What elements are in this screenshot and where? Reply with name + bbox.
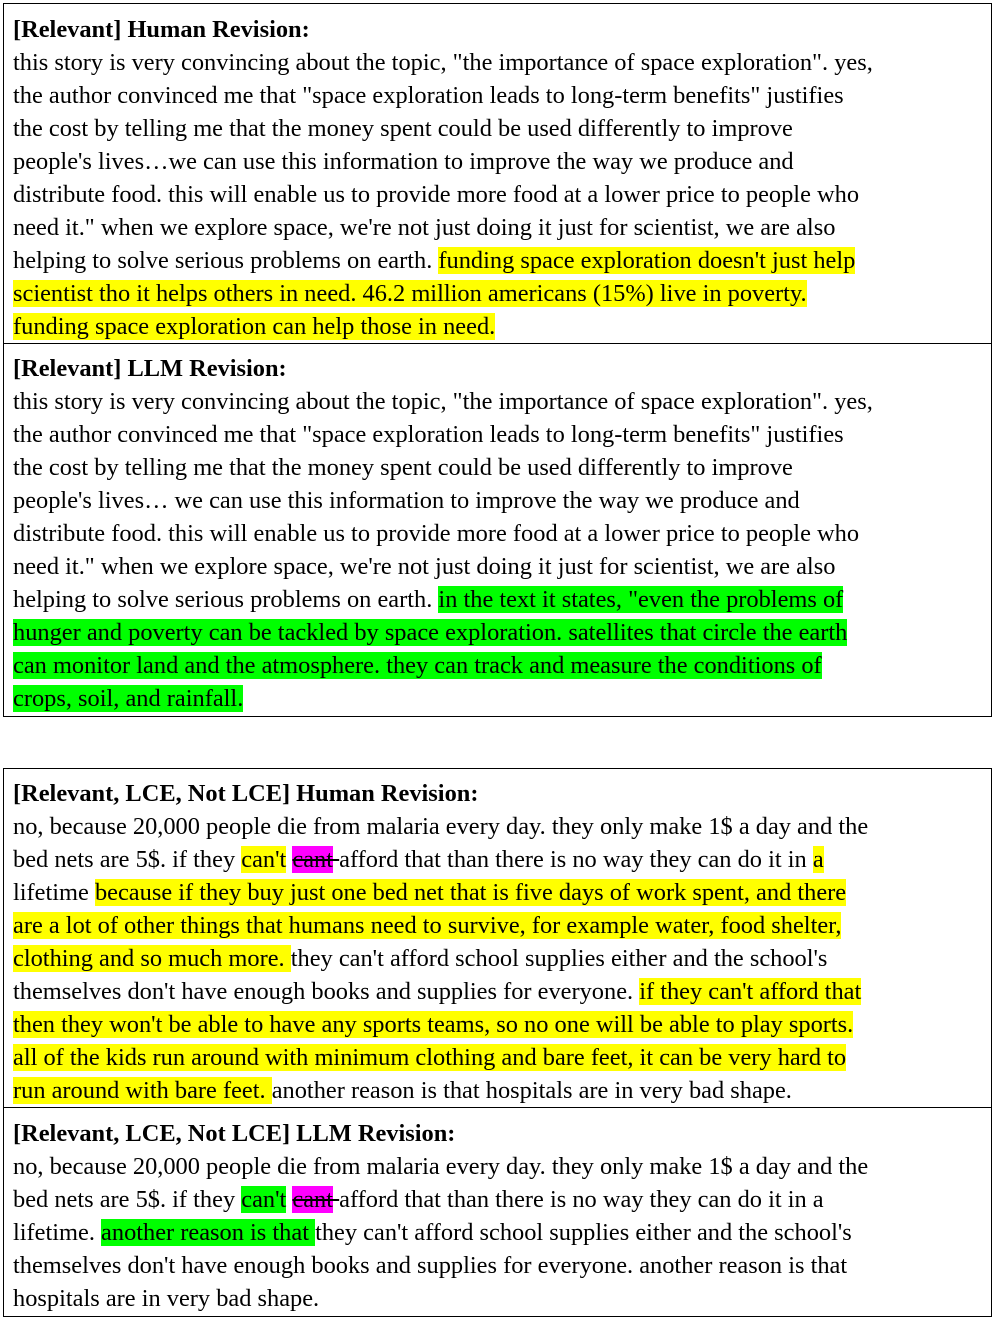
text-segment: another reason is that hospitals are in very bad shape. xyxy=(271,1077,792,1104)
yellow-highlight: a xyxy=(812,846,824,873)
text-segment: helping to solve serious problems on earth. xyxy=(13,247,439,274)
text-line xyxy=(13,112,983,145)
text-segment: people's lives…we can use this information to improve the way we produce and xyxy=(13,148,794,175)
revision-text xyxy=(13,385,983,715)
text-line xyxy=(13,79,983,112)
yellow-highlight: scientist tho it helps others in need. 46.2 million americans (15%) live in poverty. xyxy=(13,280,807,307)
revision-comparison-panel-2 xyxy=(3,768,992,1317)
text-line xyxy=(13,385,983,418)
revision-text xyxy=(13,46,983,343)
section-divider xyxy=(4,1107,991,1108)
yellow-highlight: clothing and so much more. xyxy=(13,945,291,972)
yellow-highlight: are a lot of other things that humans need to survive, for example water, food shelter, xyxy=(13,912,842,939)
text-segment: afford that than there is no way they can do it in xyxy=(339,846,813,873)
section-heading: [Relevant, LCE, Not LCE] LLM Revision: xyxy=(13,1120,456,1147)
text-line xyxy=(13,616,983,649)
text-line xyxy=(13,876,983,909)
text-line xyxy=(13,145,983,178)
text-segment: hospitals are in very bad shape. xyxy=(13,1285,320,1312)
text-segment: people's lives… we can use this information to improve the way we produce and xyxy=(13,487,800,514)
text-line xyxy=(13,942,983,975)
llm-revision-section xyxy=(13,352,983,715)
human-revision-section xyxy=(13,13,983,343)
green-highlight: in the text it states, "even the problems of xyxy=(438,586,844,613)
text-line xyxy=(13,451,983,484)
text-line xyxy=(13,975,983,1008)
text-segment: this story is very convincing about the topic, "the importance of space exploration". yes, xyxy=(13,49,873,76)
text-segment: the author convinced me that "space exploration leads to long-term benefits" justifies xyxy=(13,421,844,448)
revision-text xyxy=(13,810,983,1107)
llm-revision-section xyxy=(13,1117,983,1315)
revision-comparison-panel-1 xyxy=(3,3,992,717)
text-line xyxy=(13,649,983,682)
text-line xyxy=(13,1249,983,1282)
section-heading: [Relevant, LCE, Not LCE] Human Revision: xyxy=(13,780,479,807)
text-segment: lifetime xyxy=(13,879,95,906)
text-line xyxy=(13,211,983,244)
text-line xyxy=(13,583,983,616)
text-line xyxy=(13,244,983,277)
text-line xyxy=(13,1183,983,1216)
magenta-struck-deletion: cant xyxy=(292,1186,334,1213)
text-segment: afford that than there is no way they can do it in a xyxy=(339,1186,824,1213)
text-segment: distribute food. this will enable us to provide more food at a lower price to people who xyxy=(13,181,860,208)
text-segment: no, because 20,000 people die from malaria every day. they only make 1$ a day and the xyxy=(13,813,869,840)
yellow-highlight: funding space exploration can help those in need. xyxy=(13,313,496,340)
text-line xyxy=(13,682,983,715)
section-heading: [Relevant] LLM Revision: xyxy=(13,355,287,382)
green-highlight: can't xyxy=(241,1186,287,1213)
yellow-highlight: can't xyxy=(241,846,287,873)
text-line xyxy=(13,418,983,451)
text-segment: need it." when we explore space, we're not just doing it just for scientist, we are also xyxy=(13,214,836,241)
yellow-highlight: run around with bare feet. xyxy=(13,1077,272,1104)
text-line xyxy=(13,1282,983,1315)
text-line xyxy=(13,1074,983,1107)
text-segment: themselves don't have enough books and supplies for everyone. another reason is that xyxy=(13,1252,848,1279)
green-highlight: another reason is that xyxy=(101,1219,316,1246)
text-line xyxy=(13,1216,983,1249)
yellow-highlight: if they can't afford that xyxy=(639,978,862,1005)
green-highlight: crops, soil, and rainfall. xyxy=(13,685,244,712)
text-line xyxy=(13,1041,983,1074)
section-divider xyxy=(4,343,991,344)
text-segment: no, because 20,000 people die from malaria every day. they only make 1$ a day and the xyxy=(13,1153,869,1180)
text-segment: bed nets are 5$. if they xyxy=(13,1186,242,1213)
human-revision-section xyxy=(13,777,983,1107)
text-line xyxy=(13,1150,983,1183)
text-segment: lifetime. xyxy=(13,1219,102,1246)
text-line xyxy=(13,810,983,843)
magenta-struck-deletion: cant xyxy=(292,846,334,873)
text-segment: distribute food. this will enable us to provide more food at a lower price to people who xyxy=(13,520,860,547)
text-line xyxy=(13,843,983,876)
green-highlight: can monitor land and the atmosphere. they can track and measure the conditions of xyxy=(13,652,822,679)
text-segment: they can't afford school supplies either and the school's xyxy=(290,945,828,972)
text-segment: the cost by telling me that the money spent could be used differently to improve xyxy=(13,115,793,142)
text-segment: they can't afford school supplies either and the school's xyxy=(315,1219,852,1246)
text-segment: helping to solve serious problems on earth. xyxy=(13,586,439,613)
text-line xyxy=(13,517,983,550)
yellow-highlight: then they won't be able to have any sports teams, so no one will be able to play sports. xyxy=(13,1011,854,1038)
revision-text xyxy=(13,1150,983,1315)
text-line xyxy=(13,46,983,79)
text-line xyxy=(13,310,983,343)
section-heading: [Relevant] Human Revision: xyxy=(13,16,310,43)
text-segment: this story is very convincing about the topic, "the importance of space exploration". yes, xyxy=(13,388,873,415)
yellow-highlight: funding space exploration doesn't just help xyxy=(438,247,856,274)
text-segment: themselves don't have enough books and supplies for everyone. xyxy=(13,978,640,1005)
text-line xyxy=(13,178,983,211)
yellow-highlight: because if they buy just one bed net that is five days of work spent, and there xyxy=(94,879,847,906)
text-segment: bed nets are 5$. if they xyxy=(13,846,242,873)
text-line xyxy=(13,277,983,310)
text-segment: need it." when we explore space, we're not just doing it just for scientist, we are also xyxy=(13,553,836,580)
yellow-highlight: all of the kids run around with minimum clothing and bare feet, it can be very hard to xyxy=(13,1044,847,1071)
text-line xyxy=(13,1008,983,1041)
text-line xyxy=(13,909,983,942)
text-line xyxy=(13,550,983,583)
text-segment: the author convinced me that "space exploration leads to long-term benefits" justifies xyxy=(13,82,844,109)
green-highlight: hunger and poverty can be tackled by space exploration. satellites that circle the earth xyxy=(13,619,848,646)
text-segment: the cost by telling me that the money spent could be used differently to improve xyxy=(13,454,793,481)
text-line xyxy=(13,484,983,517)
